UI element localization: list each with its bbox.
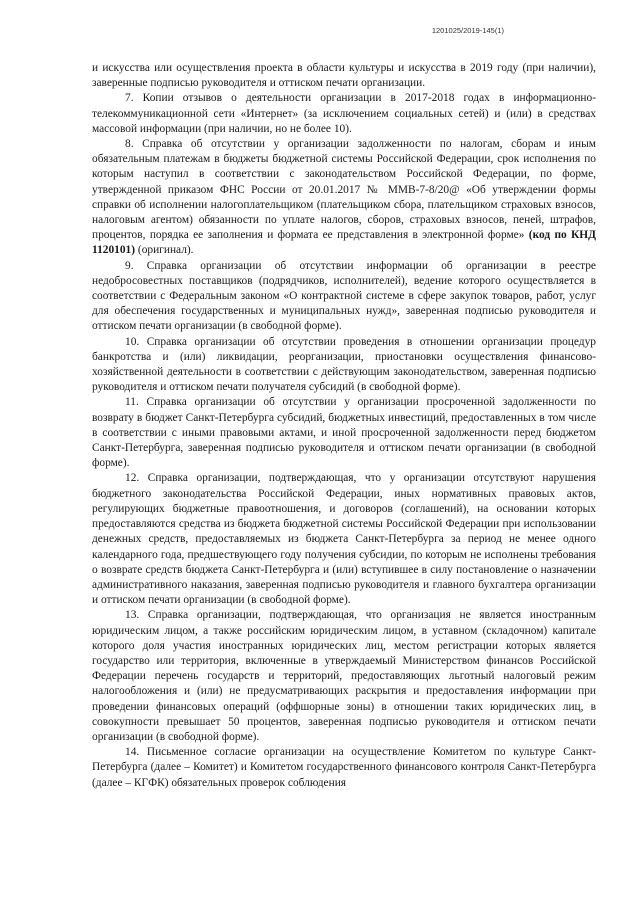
paragraph-10: 10. Справка организации об отсутствии проведения в отношении организации процедур банкротства и (или) ликвидации, реорганизации, приостановки осуществления финансово-хозяйственной деятельности в соответствии с действующим законодательством, заверенная подписью руководителя и оттиском печати получателя субсидий (в свободной форме).: [92, 335, 596, 394]
document-body: [92, 61, 596, 791]
knd-code: (код по КНД 1120101): [92, 229, 597, 257]
paragraph-13: 13. Справка организации, подтверждающая, что организация не является иностранным юридическим лицом, а также российским юридическим лицом, в уставном (складочном) капитале которого доля участия иностранных юридических лиц, местом регистрации которых является государство или территория, включенные в утверждаемый Министерством финансов Российской Федерации перечень государств и территорий, предоставляющих льготный налоговый режим налогообложения и (или) не предусматривающих раскрытия и предоставления информации при проведении финансовых операций (оффшорные зоны) в отношении таких юридических лиц, в совокупности превышает 50 процентов, заверенная подписью руководителя и оттиском печати организации (в свободной форме).: [92, 609, 596, 743]
paragraph-8-tail: (оригинал).: [135, 244, 194, 257]
paragraph-14: 14. Письменное согласие организации на осуществление Комитетом по культуре Санкт-Петербурга (далее – Комитет) и Комитетом государственного финансового контроля Санкт-Петербурга (далее – КГФК) обязательных проверок соблюдения: [92, 746, 596, 789]
paragraph-11: 11. Справка организации об отсутствии у организации просроченной задолженности по возврату в бюджет Санкт-Петербурга субсидий, бюджетных инвестиций, предоставленных в том числе в соответствии с иными правовыми актами, и иной просроченной задолженности перед бюджетом Санкт-Петербурга, заверенная подписью руководителя и оттиском печати организации (в свободной форме).: [92, 396, 596, 470]
paragraph-8: [92, 137, 596, 259]
paragraph-continuation: и искусства или осуществления проекта в области культуры и искусства в 2019 году (при наличии), заверенные подписью руководителя и оттиском печати организации.: [92, 62, 596, 90]
paragraph-12: 12. Справка организации, подтверждающая, что у организации отсутствуют нарушения бюджетного законодательства Российской Федерации, иных нормативных правовых актов, регулирующих бюджетные правоотношения, и договоров (соглашений), на основании которых предоставляются средства из бюджета бюджетной системы Российской Федерации при использовании денежных средств, предоставляемых из бюджета Санкт-Петербурга за период не менее одного календарного года, предшествующего году получения субсидии, по которым не исполнены требования о возврате средств бюджета Санкт-Петербурга и (или) вступившее в силу постановление о назначении административного наказания, заверенная подписью руководителя и главного бухгалтера организации и оттиском печати организации (в свободной форме).: [92, 472, 596, 607]
document-id: 1201025/2019-145(1): [431, 26, 504, 35]
paragraph-8-text: 8. Справка об отсутствии у организации задолженности по налогам, сборам и иным обязательным платежам в бюджеты бюджетной системы Российской Федерации, срок исполнения по которым наступил в соответствии с законодательством Российской Федерации, по форме, утвержденной приказом ФНС России от 20.01.2017 № ММВ-7-8/20@ «Об утверждении формы справки об исполнении налогоплательщиком (плательщиком сбора, плательщиком страховых взносов, налоговым агентом) обязанности по уплате налогов, сборов, страховых взносов, пеней, штрафов, процентов, порядка ее заполнения и формата ее представления в электронной форме»: [92, 138, 596, 242]
paragraph-7: 7. Копии отзывов о деятельности организации в 2017-2018 годах в информационно-телекоммуникационной сети «Интернет» (за исключением социальных сетей) и (или) в средствах массовой информации (при наличии, но не более 10).: [92, 92, 596, 135]
paragraph-9: 9. Справка организации об отсутствии информации об организации в реестре недобросовестных поставщиков (подрядчиков, исполнителей), ведение которого осуществляется в соответствии с Федеральным законом «О контрактной системе в сфере закупок товаров, работ, услуг для обеспечения государственных и муниципальных нужд», заверенная подписью руководителя и оттиском печати организации (в свободной форме).: [92, 259, 596, 333]
